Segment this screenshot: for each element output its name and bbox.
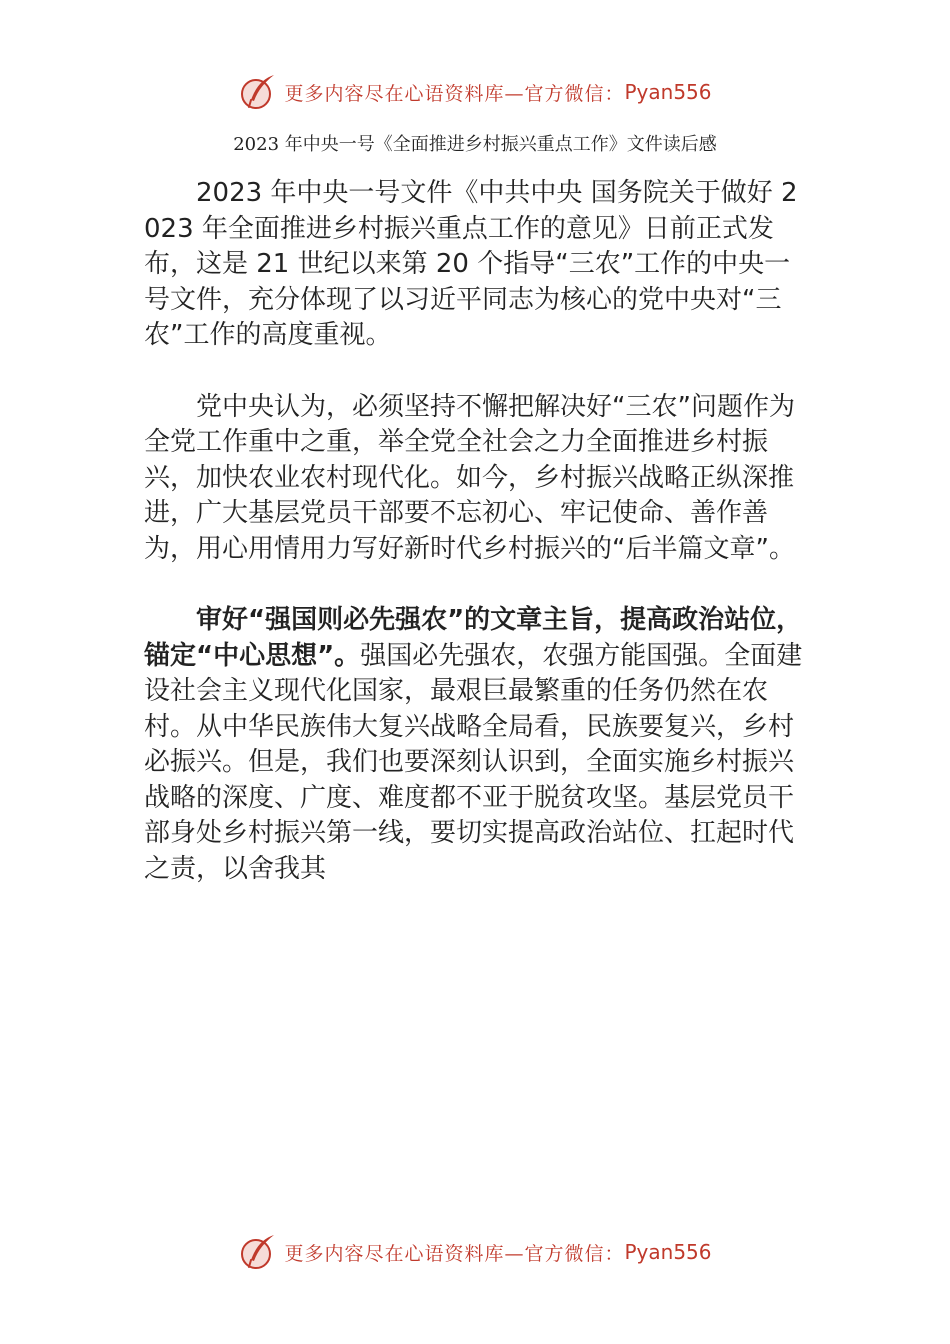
paragraph-2	[144, 390, 806, 568]
quill-logo-icon	[238, 1232, 278, 1272]
header-banner	[0, 70, 950, 114]
banner-wechat-id: Pyan556	[624, 1240, 712, 1264]
paragraph-text: 强国必先强农，农强方能国强。全面建设社会主义现代化国家，最艰巨最繁重的任务仍然在农村。从中华民族伟大复兴战略全局看，民族要复兴，乡村必振兴。但是，我们也要深刻认识到，全面实施乡村振兴战略的深度、广度、难度都不亚于脱贫攻坚。基层党员干部身处乡村振兴第一线，要切实提高政治站位、扛起时代之责，以舍我其	[144, 640, 803, 884]
banner-text: 更多内容尽在心语资料库—官方微信：	[284, 1242, 625, 1265]
paragraph-text: 2023 年中央一号文件《中共中央 国务院关于做好 2023 年全面推进乡村振兴重点工作的意见》日前正式发布，这是 21 世纪以来第 20 个指导“三农”工作的中央一号文件，充分体现了以习近平同志为核心的党中央对“三农”工作的高度重视。	[144, 178, 798, 350]
quill-logo-icon	[238, 72, 278, 112]
footer-banner	[0, 1230, 950, 1274]
paragraph-3	[144, 603, 806, 887]
banner-text: 更多内容尽在心语资料库—官方微信：	[284, 82, 625, 105]
banner-wechat-id: Pyan556	[624, 80, 712, 104]
paragraph-1	[144, 176, 806, 354]
document-body	[144, 176, 806, 887]
paragraph-text: 党中央认为，必须坚持不懈把解决好“三农”问题作为全党工作重中之重，举全党全社会之力全面推进乡村振兴，加快农业农村现代化。如今，乡村振兴战略正纵深推进，广大基层党员干部要不忘初心、牢记使命、善作善为，用心用情用力写好新时代乡村振兴的“后半篇文章”。	[144, 391, 795, 564]
document-title: 2023 年中央一号《全面推进乡村振兴重点工作》文件读后感	[233, 134, 717, 155]
paragraph-lead: 审好“强国则必先强农”的文章主旨，提高政治站位，锚定“中心思想”。	[144, 605, 803, 671]
